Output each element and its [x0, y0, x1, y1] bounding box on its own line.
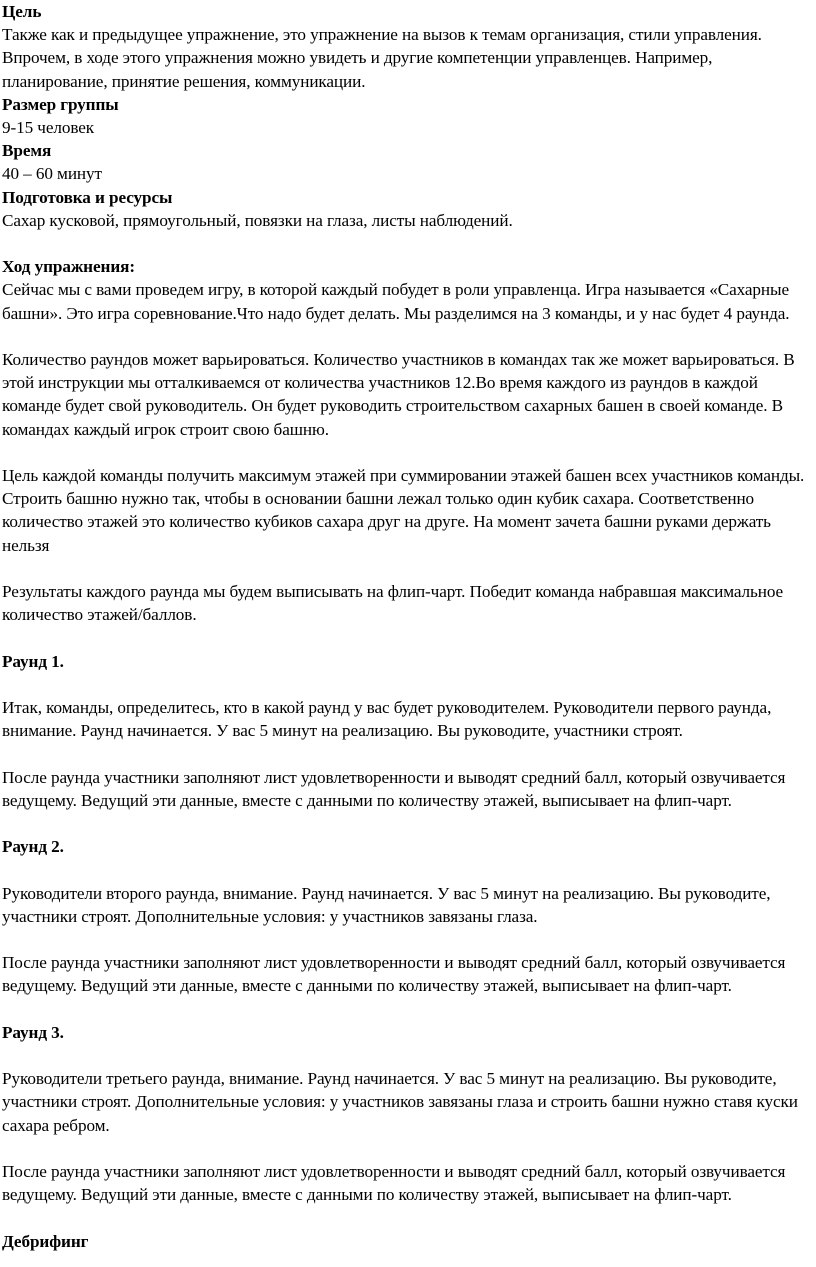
- procedure-paragraph: Результаты каждого раунда мы будем выписывать на флип-чарт. Победит команда набравшая максимальное количество этажей/баллов.: [2, 582, 784, 625]
- spacer: [2, 742, 814, 765]
- procedure-paragraph: Количество раундов может варьироваться. Количество участников в командах так же может варьироваться. В этой инструкции мы отталкиваемся от количества участников 12.Во время каждого из раундов в каждой команде будет свой руководитель. Он будет руководить строительством сахарных башен в своей команде. В командах каждый игрок строит свою башню.: [2, 350, 795, 439]
- debriefing-heading: Дебрифинг: [2, 1231, 89, 1251]
- spacer: [2, 441, 814, 464]
- round2-heading: Раунд 2.: [2, 837, 64, 857]
- procedure-paragraph: Цель каждой команды получить максимум этажей при суммировании этажей башен всех участников команды. Строить башню нужно так, чтобы в основании башни лежал только один кубик сахара. Соответственно количество этажей это количество кубиков сахара друг на друге. На момент зачета башни руками держать нельзя: [2, 466, 805, 555]
- resources-text: Сахар кусковой, прямоугольный, повязки на глаза, листы наблюдений.: [2, 210, 513, 230]
- spacer: [2, 626, 814, 649]
- procedure-heading: Ход упражнения:: [2, 257, 135, 277]
- round1-heading: Раунд 1.: [2, 651, 64, 671]
- round2-text: Руководители второго раунда, внимание. Раунд начинается. У вас 5 минут на реализацию. Вы руководите, участники строят. Дополнительные условия: у участников завязаны глаза.: [2, 883, 771, 926]
- time-text: 40 – 60 минут: [2, 164, 102, 184]
- round1-text: Итак, команды, определитесь, кто в какой раунд у вас будет руководителем. Руководители первого раунда, внимание. Раунд начинается. У вас 5 минут на реализацию. Вы руководите, участники строят.: [2, 698, 772, 741]
- spacer: [2, 998, 814, 1021]
- spacer: [2, 858, 814, 881]
- group-size-heading: Размер группы: [2, 94, 119, 114]
- group-size-text: 9-15 человек: [2, 118, 95, 138]
- round3-text: Руководители третьего раунда, внимание. Раунд начинается. У вас 5 минут на реализацию. Вы руководите, участники строят. Дополнительные условия: у участников завязаны глаза и строить башни нужно ставя куски сахара ребром.: [2, 1069, 798, 1135]
- document-body: [2, 0, 814, 1253]
- goal-text: Также как и предыдущее упражнение, это упражнение на вызов к темам организация, стили управления. Впрочем, в ходе этого упражнения можно увидеть и другие компетенции управленцев. Например, планирование, принятие решения, коммуникации.: [2, 25, 762, 91]
- spacer: [2, 325, 814, 348]
- spacer: [2, 1044, 814, 1067]
- spacer: [2, 1206, 814, 1229]
- spacer: [2, 673, 814, 696]
- spacer: [2, 1137, 814, 1160]
- round1-after-text: После раунда участники заполняют лист удовлетворенности и выводят средний балл, который озвучивается ведущему. Ведущий эти данные, вместе с данными по количеству этажей, выписывает на флип-чарт.: [2, 767, 786, 810]
- goal-heading: Цель: [2, 2, 42, 21]
- time-heading: Время: [2, 141, 52, 161]
- round3-heading: Раунд 3.: [2, 1022, 64, 1042]
- spacer: [2, 928, 814, 951]
- spacer: [2, 232, 814, 255]
- procedure-paragraph: Сейчас мы с вами проведем игру, в которой каждый побудет в роли управленца. Игра называется «Сахарные башни». Это игра соревнование.Что надо будет делать. Мы разделимся на 3 команды, и у нас будет 4 раунда.: [2, 280, 790, 323]
- spacer: [2, 812, 814, 835]
- spacer: [2, 557, 814, 580]
- resources-heading: Подготовка и ресурсы: [2, 187, 173, 207]
- round3-after-text: После раунда участники заполняют лист удовлетворенности и выводят средний балл, который озвучивается ведущему. Ведущий эти данные, вместе с данными по количеству этажей, выписывает на флип-чарт.: [2, 1161, 786, 1205]
- round2-after-text: После раунда участники заполняют лист удовлетворенности и выводят средний балл, который озвучивается ведущему. Ведущий эти данные, вместе с данными по количеству этажей, выписывает на флип-чарт.: [2, 953, 786, 996]
